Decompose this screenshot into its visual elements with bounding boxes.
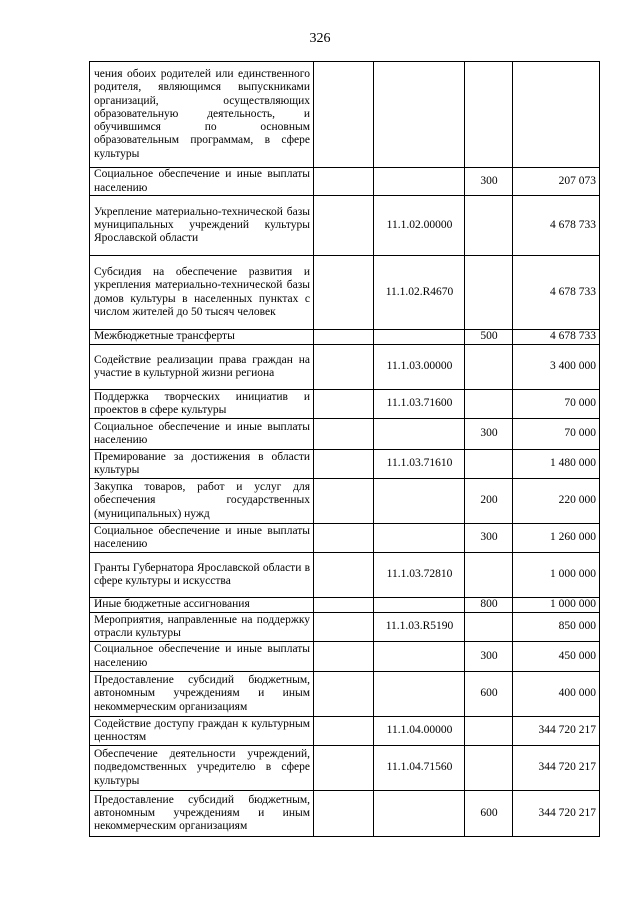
row-name: Гранты Губернатора Ярославской области в сфере культуры и искусства [90, 553, 314, 598]
table-row [90, 642, 600, 672]
empty-cell [314, 613, 374, 642]
row-type [465, 553, 513, 598]
table-row [90, 479, 600, 524]
empty-cell [314, 553, 374, 598]
row-code: 11.1.03.00000 [374, 345, 465, 390]
row-type [465, 196, 513, 256]
row-amount: 1 000 000 [513, 553, 600, 598]
row-amount: 70 000 [513, 419, 600, 450]
row-name: Премирование за достижения в области культуры [90, 450, 314, 479]
row-code [374, 598, 465, 613]
empty-cell [314, 479, 374, 524]
row-amount: 1 000 000 [513, 598, 600, 613]
empty-cell [314, 62, 374, 168]
table-row [90, 524, 600, 553]
row-code: 11.1.03.72810 [374, 553, 465, 598]
row-amount: 850 000 [513, 613, 600, 642]
row-code: 11.1.02.R4670 [374, 256, 465, 330]
table-row [90, 598, 600, 613]
row-name: чения обоих родителей или единственного родителя, являющимся выпускниками организаций, осуществляющих образовательную деятельность, и обучившимся по основным образовательным программам, в сфере культуры [90, 62, 314, 168]
row-type [465, 345, 513, 390]
table-row [90, 168, 600, 196]
table-row [90, 256, 600, 330]
row-amount: 400 000 [513, 672, 600, 717]
table-row [90, 717, 600, 746]
row-type [465, 717, 513, 746]
row-name: Закупка товаров, работ и услуг для обеспечения государственных (муниципальных) нужд [90, 479, 314, 524]
row-code [374, 419, 465, 450]
empty-cell [314, 390, 374, 419]
row-type: 200 [465, 479, 513, 524]
row-type: 800 [465, 598, 513, 613]
row-name: Субсидия на обеспечение развития и укрепления материально-технической базы домов культуры в населенных пунктах с числом жителей до 50 тысяч человек [90, 256, 314, 330]
row-amount: 70 000 [513, 390, 600, 419]
row-name: Иные бюджетные ассигнования [90, 598, 314, 613]
budget-table [89, 61, 600, 837]
row-type: 300 [465, 419, 513, 450]
table-row [90, 419, 600, 450]
row-name: Обеспечение деятельности учреждений, подведомственных учредителю в сфере культуры [90, 746, 314, 791]
table-row [90, 553, 600, 598]
empty-cell [314, 419, 374, 450]
row-code [374, 791, 465, 837]
row-code: 11.1.04.71560 [374, 746, 465, 791]
row-amount: 344 720 217 [513, 746, 600, 791]
row-amount: 344 720 217 [513, 791, 600, 837]
row-amount: 1 260 000 [513, 524, 600, 553]
row-name: Поддержка творческих инициатив и проектов в сфере культуры [90, 390, 314, 419]
row-type: 500 [465, 330, 513, 345]
table-row [90, 345, 600, 390]
table-row [90, 62, 600, 168]
row-amount [513, 62, 600, 168]
row-name: Социальное обеспечение и иные выплаты населению [90, 168, 314, 196]
row-code [374, 330, 465, 345]
row-name: Социальное обеспечение и иные выплаты населению [90, 642, 314, 672]
row-code: 11.1.03.71610 [374, 450, 465, 479]
row-code [374, 479, 465, 524]
row-type [465, 450, 513, 479]
table-row [90, 791, 600, 837]
row-type: 600 [465, 672, 513, 717]
row-amount: 4 678 733 [513, 330, 600, 345]
row-type [465, 613, 513, 642]
page-number: 326 [309, 31, 331, 46]
table-row [90, 390, 600, 419]
empty-cell [314, 598, 374, 613]
row-amount: 1 480 000 [513, 450, 600, 479]
row-code [374, 62, 465, 168]
row-type [465, 256, 513, 330]
row-name: Укрепление материально-технической базы муниципальных учреждений культуры Ярославской области [90, 196, 314, 256]
empty-cell [314, 746, 374, 791]
empty-cell [314, 196, 374, 256]
row-name: Социальное обеспечение и иные выплаты населению [90, 419, 314, 450]
empty-cell [314, 256, 374, 330]
row-amount: 3 400 000 [513, 345, 600, 390]
row-type [465, 746, 513, 791]
row-name: Мероприятия, направленные на поддержку отрасли культуры [90, 613, 314, 642]
row-type: 300 [465, 642, 513, 672]
row-type: 300 [465, 168, 513, 196]
row-amount: 4 678 733 [513, 256, 600, 330]
row-name: Социальное обеспечение и иные выплаты населению [90, 524, 314, 553]
row-code [374, 642, 465, 672]
empty-cell [314, 345, 374, 390]
table-row [90, 613, 600, 642]
empty-cell [314, 642, 374, 672]
table-row [90, 746, 600, 791]
row-type: 600 [465, 791, 513, 837]
empty-cell [314, 672, 374, 717]
row-type [465, 390, 513, 419]
row-name: Межбюджетные трансферты [90, 330, 314, 345]
row-amount: 450 000 [513, 642, 600, 672]
empty-cell [314, 330, 374, 345]
row-name: Содействие доступу граждан к культурным ценностям [90, 717, 314, 746]
empty-cell [314, 524, 374, 553]
row-amount: 207 073 [513, 168, 600, 196]
row-name: Содействие реализации права граждан на участие в культурной жизни региона [90, 345, 314, 390]
table-row [90, 672, 600, 717]
row-code [374, 168, 465, 196]
table-row [90, 450, 600, 479]
table-row [90, 330, 600, 345]
row-code [374, 672, 465, 717]
empty-cell [314, 168, 374, 196]
row-amount: 4 678 733 [513, 196, 600, 256]
row-code: 11.1.03.71600 [374, 390, 465, 419]
table-row [90, 196, 600, 256]
row-code: 11.1.02.00000 [374, 196, 465, 256]
row-name: Предоставление субсидий бюджетным, автономным учреждениям и иным некоммерческим организациям [90, 672, 314, 717]
row-code: 11.1.03.R5190 [374, 613, 465, 642]
empty-cell [314, 717, 374, 746]
row-type [465, 62, 513, 168]
row-type: 300 [465, 524, 513, 553]
row-amount: 220 000 [513, 479, 600, 524]
empty-cell [314, 791, 374, 837]
row-code [374, 524, 465, 553]
row-amount: 344 720 217 [513, 717, 600, 746]
row-name: Предоставление субсидий бюджетным, автономным учреждениям и иным некоммерческим организациям [90, 791, 314, 837]
empty-cell [314, 450, 374, 479]
row-code: 11.1.04.00000 [374, 717, 465, 746]
